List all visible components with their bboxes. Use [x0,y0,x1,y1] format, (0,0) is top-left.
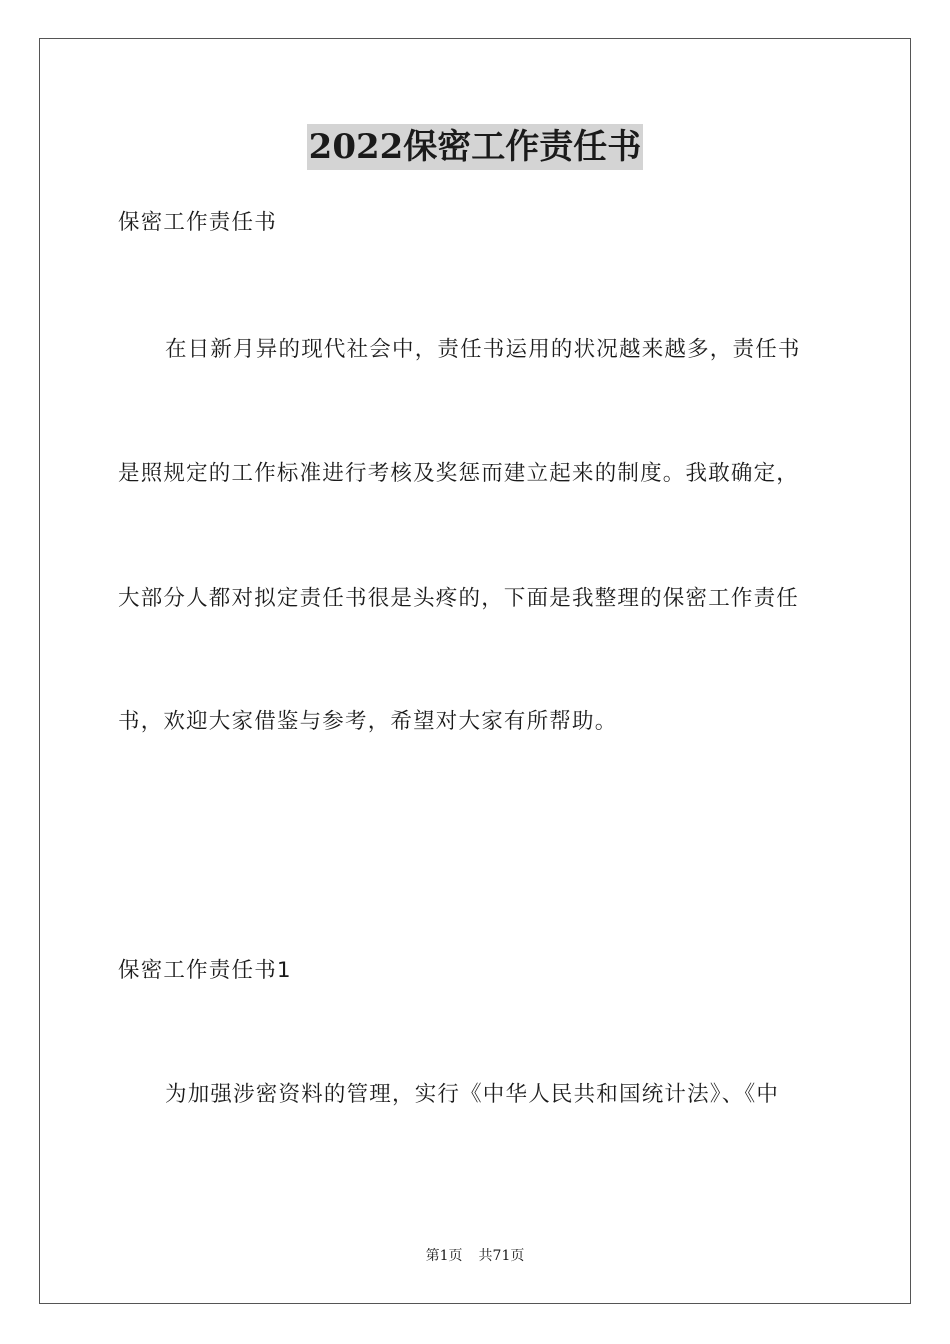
page-total: 共71页 [478,1248,525,1264]
paragraph-line: 在日新月异的现代社会中，责任书运用的状况越来越多，责任书 [165,337,801,362]
paragraph-line: 书，欢迎大家借鉴与参考，希望对大家有所帮助。 [118,709,618,734]
document-title: 2022保密工作责任书 [307,124,644,170]
paragraph-line: 大部分人都对拟定责任书很是头疼的，下面是我整理的保密工作责任 [118,586,800,611]
title-container [0,124,950,170]
paragraph-line: 是照规定的工作标准进行考核及奖惩而建立起来的制度。我敢确定， [118,461,800,486]
page-footer [0,1246,950,1266]
section-heading: 保密工作责任书 [118,210,277,235]
page-current: 第1页 [425,1248,463,1264]
section-heading: 保密工作责任书1 [118,958,292,983]
paragraph-line: 为加强涉密资料的管理，实行《中华人民共和国统计法》、《中 [165,1082,780,1107]
